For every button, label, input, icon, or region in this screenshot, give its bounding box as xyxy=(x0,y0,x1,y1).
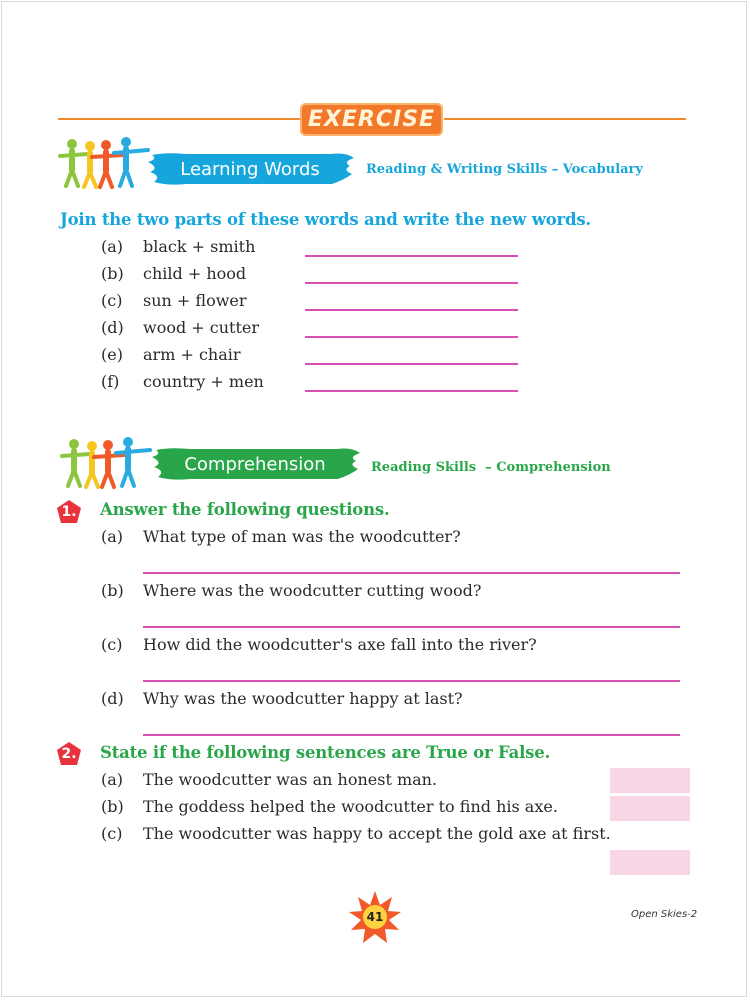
statement-text: The woodcutter was an honest man. xyxy=(143,770,438,789)
item-label: (e) xyxy=(101,345,123,364)
item-label: (b) xyxy=(101,581,124,600)
answer-line[interactable] xyxy=(305,282,518,284)
true-false-answer-box[interactable] xyxy=(610,850,690,875)
answer-line[interactable] xyxy=(305,363,518,365)
learning-words-header xyxy=(146,152,354,186)
item-label: (a) xyxy=(101,770,124,789)
question-2-badge: 2. xyxy=(56,741,82,767)
true-false-answer-box[interactable] xyxy=(610,768,690,793)
answer-line[interactable] xyxy=(305,336,518,338)
banner-line-left xyxy=(58,118,302,120)
word-parts: black + smith xyxy=(143,237,256,256)
vocabulary-instruction: Join the two parts of these words and write the new words. xyxy=(60,210,591,229)
question-text: What type of man was the woodcutter? xyxy=(143,527,461,546)
item-label: (c) xyxy=(101,291,123,310)
question-1-title: Answer the following questions. xyxy=(100,500,390,519)
item-label: (b) xyxy=(101,797,124,816)
answer-line[interactable] xyxy=(305,309,518,311)
exercise-title: EXERCISE xyxy=(307,107,436,132)
answer-line[interactable] xyxy=(143,680,680,682)
question-1-badge: 1. xyxy=(56,499,82,525)
word-parts: country + men xyxy=(143,372,264,391)
true-false-answer-box[interactable] xyxy=(610,796,690,821)
item-label: (d) xyxy=(101,318,124,337)
book-title-footer: Open Skies-2 xyxy=(631,909,698,920)
item-label: (b) xyxy=(101,264,124,283)
children-group-icon xyxy=(58,136,150,190)
item-label: (c) xyxy=(101,635,123,654)
answer-line[interactable] xyxy=(305,255,518,257)
item-label: (f) xyxy=(101,372,120,391)
comprehension-title: Comprehension xyxy=(184,453,326,475)
word-parts: arm + chair xyxy=(143,345,241,364)
exercise-banner xyxy=(300,103,443,136)
statement-text: The goddess helped the woodcutter to find his axe. xyxy=(143,797,558,816)
answer-line[interactable] xyxy=(143,626,680,628)
statement-text: The woodcutter was happy to accept the gold axe at first. xyxy=(143,824,611,843)
word-parts: wood + cutter xyxy=(143,318,260,337)
word-parts: child + hood xyxy=(143,264,247,283)
question-2-title: State if the following sentences are True or False. xyxy=(100,743,551,762)
learning-words-title: Learning Words xyxy=(180,158,320,180)
answer-line[interactable] xyxy=(305,390,518,392)
answer-line[interactable] xyxy=(143,734,680,736)
question-text: How did the woodcutter's axe fall into the river? xyxy=(143,635,537,654)
learning-words-subheader: Reading & Writing Skills – Vocabulary xyxy=(366,162,643,177)
item-label: (a) xyxy=(101,237,124,256)
answer-line[interactable] xyxy=(143,572,680,574)
item-label: (d) xyxy=(101,689,124,708)
comprehension-header xyxy=(150,447,360,481)
question-text: Where was the woodcutter cutting wood? xyxy=(143,581,482,600)
question-text: Why was the woodcutter happy at last? xyxy=(143,689,463,708)
children-group-icon xyxy=(60,436,152,490)
item-label: (c) xyxy=(101,824,123,843)
page-number: 41 xyxy=(366,910,384,924)
banner-line-right xyxy=(444,118,686,120)
word-parts: sun + flower xyxy=(143,291,247,310)
item-label: (a) xyxy=(101,527,124,546)
comprehension-subheader: Reading Skills – Comprehension xyxy=(371,460,611,475)
page-number-badge xyxy=(348,890,402,944)
